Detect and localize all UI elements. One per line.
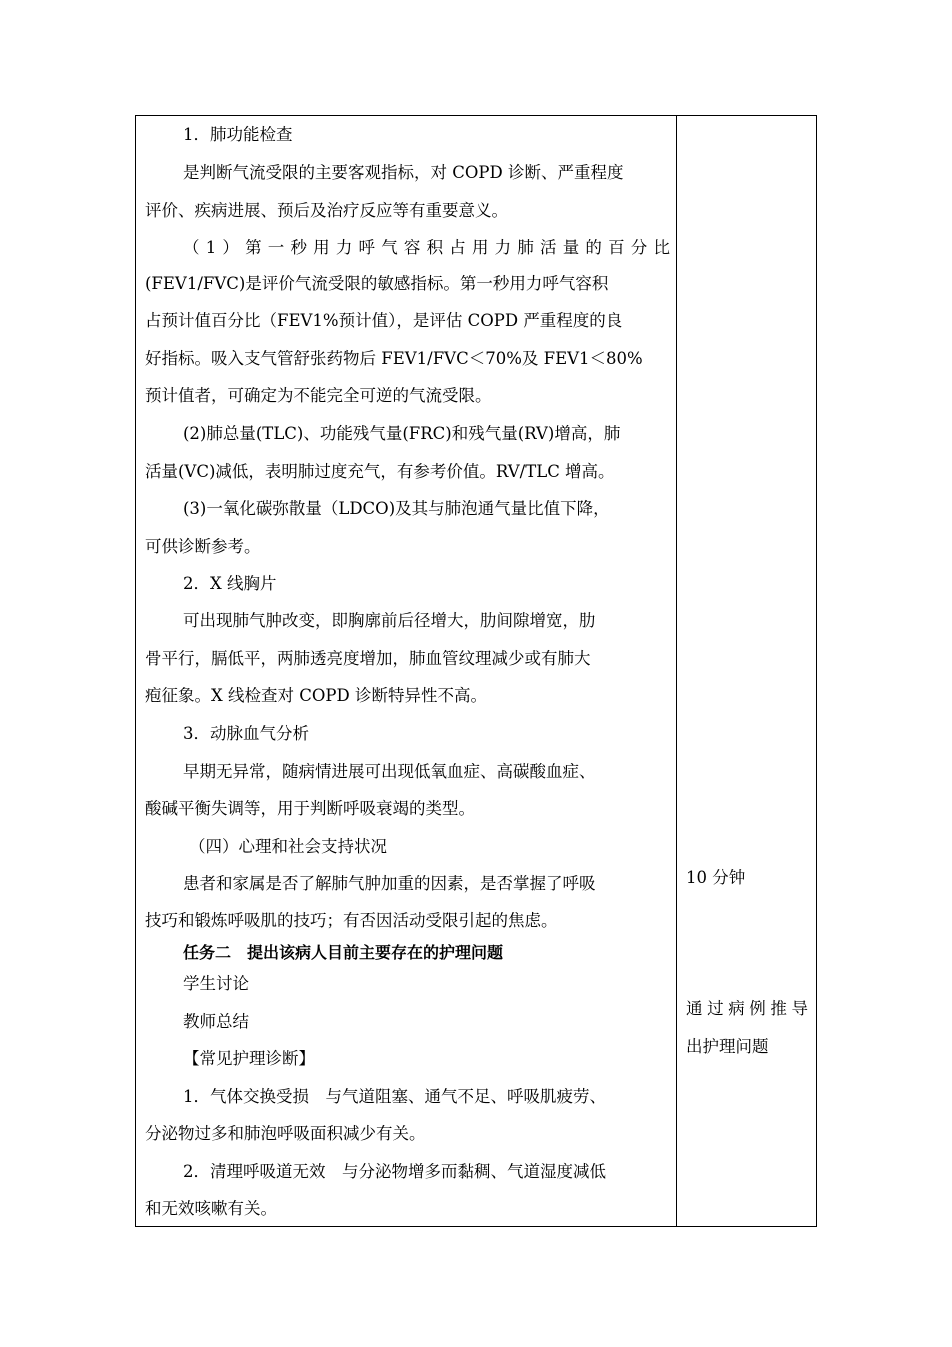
paragraph-line: 患者和家属是否了解肺气肿加重的因素，是否掌握了呼吸 bbox=[183, 874, 596, 893]
paragraph-line: （1）第一秒用力呼气容积占用力肺活量的百分比 bbox=[183, 238, 670, 257]
teaching-note-line: 出护理问题 bbox=[686, 1037, 769, 1056]
paragraph-line: 和无效咳嗽有关。 bbox=[145, 1199, 277, 1218]
paragraph-line: 可供诊断参考。 bbox=[145, 537, 261, 556]
student-discussion: 学生讨论 bbox=[183, 974, 249, 993]
paragraph-line: (FEV1/FVC)是评价气流受限的敏感指标。第一秒用力呼气容积 bbox=[145, 274, 609, 293]
common-diagnosis-heading: 【常见护理诊断】 bbox=[183, 1049, 315, 1068]
task-two-heading: 任务二 提出该病人目前主要存在的护理问题 bbox=[183, 943, 504, 962]
paragraph-line: 占预计值百分比（FEV1%预计值），是评估 COPD 严重程度的良 bbox=[145, 311, 623, 330]
heading-blood-gas: 3．动脉血气分析 bbox=[183, 724, 309, 743]
paragraph-line: 可出现肺气肿改变，即胸廓前后径增大，肋间隙增宽，肋 bbox=[183, 611, 596, 630]
paragraph-line: 酸碱平衡失调等，用于判断呼吸衰竭的类型。 bbox=[145, 799, 475, 818]
teacher-summary: 教师总结 bbox=[183, 1012, 249, 1031]
paragraph-line: 技巧和锻炼呼吸肌的技巧；有否因活动受限引起的焦虑。 bbox=[145, 911, 558, 930]
paragraph-line: 好指标。吸入支气管舒张药物后 FEV1/FVC＜70%及 FEV1＜80% bbox=[145, 349, 643, 368]
paragraph-line: 评价、疾病进展、预后及治疗反应等有重要意义。 bbox=[145, 201, 508, 220]
teaching-note-line: 通过病例推导 bbox=[686, 999, 808, 1018]
paragraph-line: 活量(VC)减低，表明肺过度充气，有参考价值。RV/TLC 增高。 bbox=[145, 462, 615, 481]
paragraph-line: (3)一氧化碳弥散量（LDCO)及其与肺泡通气量比值下降， bbox=[183, 499, 610, 518]
paragraph-line: 1．气体交换受损 与气道阻塞、通气不足、呼吸肌疲劳、 bbox=[183, 1087, 606, 1106]
paragraph-line: 预计值者，可确定为不能完全可逆的气流受限。 bbox=[145, 386, 492, 405]
paragraph-line: 骨平行，膈低平，两肺透亮度增加，肺血管纹理减少或有肺大 bbox=[145, 649, 591, 668]
paragraph-line: (2)肺总量(TLC)、功能残气量(FRC)和残气量(RV)增高，肺 bbox=[183, 424, 621, 443]
paragraph-line: 疱征象。X 线检查对 COPD 诊断特异性不高。 bbox=[145, 686, 487, 705]
time-allocation: 10 分钟 bbox=[686, 868, 746, 887]
paragraph-line: 2．清理呼吸道无效 与分泌物增多而黏稠、气道湿度减低 bbox=[183, 1162, 606, 1181]
paragraph-line: 分泌物过多和肺泡呼吸面积减少有关。 bbox=[145, 1124, 426, 1143]
column-divider bbox=[676, 115, 677, 1227]
heading-psychosocial: （四）心理和社会支持状况 bbox=[189, 837, 387, 856]
paragraph-line: 是判断气流受限的主要客观指标，对 COPD 诊断、严重程度 bbox=[183, 163, 624, 182]
heading-x-ray: 2．X 线胸片 bbox=[183, 574, 277, 593]
paragraph-line: 早期无异常，随病情进展可出现低氧血症、高碳酸血症、 bbox=[183, 762, 596, 781]
heading-lung-function-test: 1．肺功能检查 bbox=[183, 125, 293, 144]
